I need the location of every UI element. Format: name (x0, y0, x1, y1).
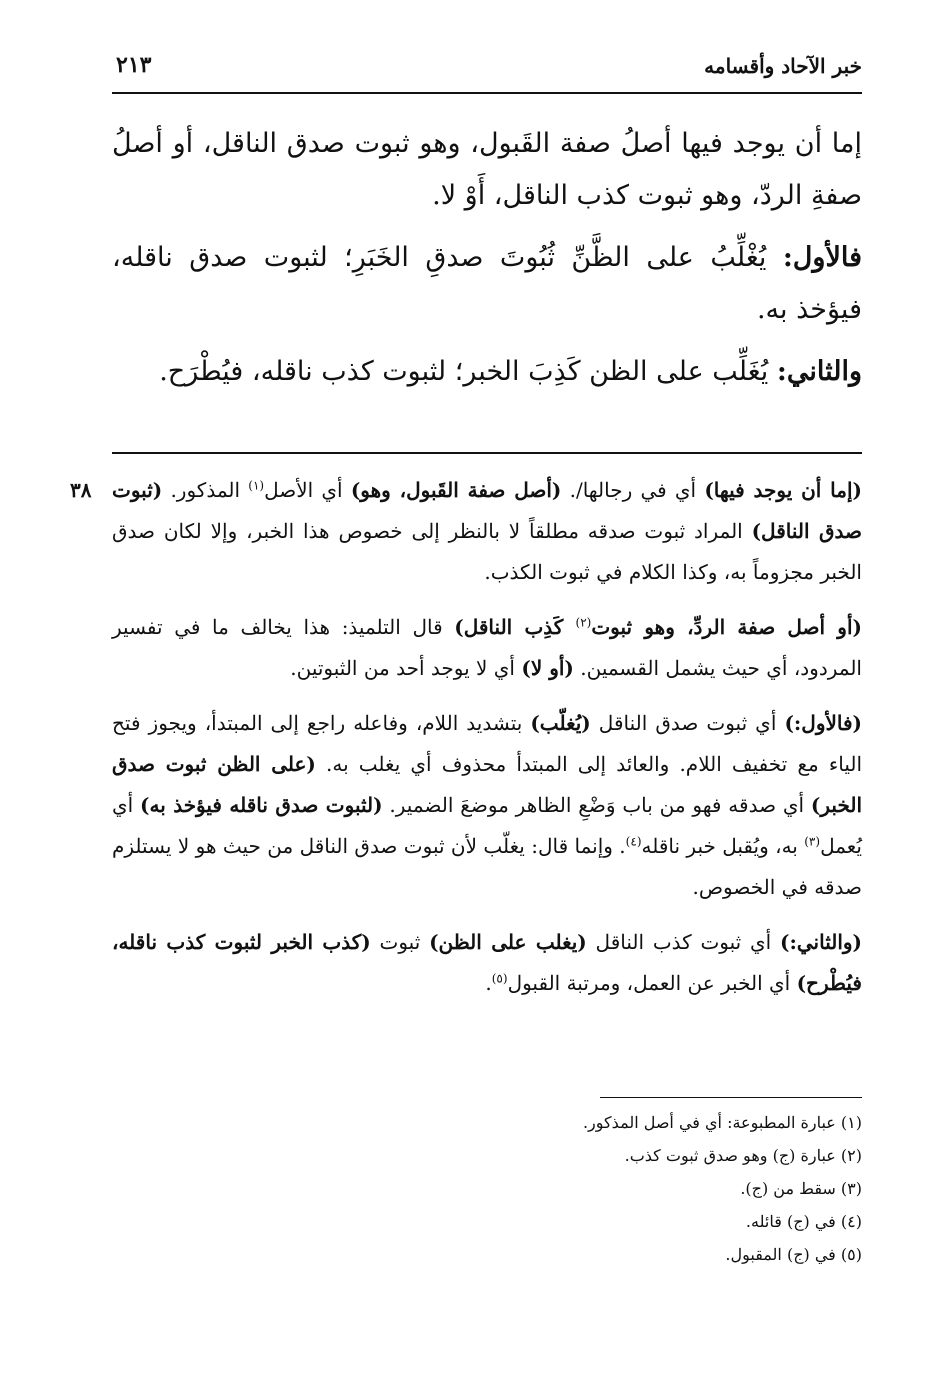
commentary-paragraph (112, 470, 862, 593)
main-p1-text: إما أن يوجد فيها أصلُ صفة القَبول، وهو ثبوت صدق الناقل، أو أصلُ صفةِ الردّ، وهو ثبوت كذب الناقل، أَوْ لا. (112, 128, 862, 211)
commentary-run: المراد ثبوت صدقه مطلقاً لا بالنظر إلى خصوص هذا الخبر، وإلا لكان صدق الخبر مجزوماً به، وكذا الكلام في ثبوت الكذب. (112, 519, 862, 584)
manuscript-folio-marker: ٣٨ (70, 478, 92, 502)
footnote-ref: (٣) (804, 834, 821, 849)
commentary-run: أي صدقه فهو من باب وَضْعِ الظاهر موضعَ الضمير. (382, 793, 811, 817)
commentary-run: (أو لا) (521, 656, 574, 680)
footnotes (112, 1106, 862, 1271)
commentary-run: (على الظن ثبوت صدق الخبر) (112, 752, 862, 817)
running-header (112, 48, 862, 88)
footnote: (٤) في (ج) قائله. (745, 1212, 862, 1231)
footnote-ref: (١) (248, 478, 265, 493)
commentary-run: ثبوت (370, 930, 430, 954)
commentary-run: أي ثبوت صدق الناقل (590, 711, 785, 735)
main-p2-lead: فالأول: (782, 242, 862, 273)
commentary-run: أي لا يوجد أحد من الثبوتين. (290, 656, 522, 680)
footnote: (٢) عبارة (ج) وهو صدق ثبوت كذب. (624, 1146, 862, 1165)
footnote-ref: (٢) (575, 615, 592, 630)
footnote: (٥) في (ج) المقبول. (725, 1245, 862, 1264)
commentary-run: أي الأصل (264, 478, 351, 502)
commentary-paragraph (112, 703, 862, 908)
commentary-run: . وإنما قال: يغلّب لأن ثبوت صدق الناقل من حيث هو لا يستلزم صدقه في الخصوص. (112, 834, 862, 899)
commentary-run: (كذب الخبر لثبوت كذب ناقله، فيُطْرح) (112, 930, 862, 995)
commentary-run: (يُغلّب) (530, 711, 591, 735)
commentary-run: المذكور. (162, 478, 249, 502)
commentary-run: أي يُعمل (112, 793, 862, 858)
footnote-ref: (٤) (625, 834, 642, 849)
commentary-run: . (485, 971, 492, 995)
footnote-ref: (٥) (491, 971, 508, 986)
commentary-paragraph (112, 607, 862, 689)
commentary-run: (والثاني:) (780, 930, 863, 954)
commentary-run: به، ويُقبل خبر ناقله (641, 834, 805, 858)
commentary-run: (ثبوت صدق الناقل) (112, 478, 862, 543)
chapter-title: خبر الآحاد وأقسامه (704, 54, 862, 78)
commentary-run: (فالأول:) (784, 711, 862, 735)
commentary-run: (لثبوت صدق ناقله فيؤخذ به) (140, 793, 383, 817)
commentary-run: كَذِب الناقل) (454, 615, 576, 639)
commentary-run: (يغلب على الظن) (429, 930, 587, 954)
footnote: (١) عبارة المطبوعة: أي في أصل المذكور. (582, 1113, 862, 1132)
commentary-run: أي ثبوت كذب الناقل (586, 930, 781, 954)
commentary-run: (أصل صفة القَبول، وهو) (350, 478, 562, 502)
main-paragraph-1 (112, 118, 862, 222)
commentary-run: أي الخبر عن العمل، ومرتبة القبول (507, 971, 797, 995)
commentary-run: بتشديد اللام، وفاعله راجع إلى المبتدأ، ويجوز فتح الياء مع تخفيف اللام. والعائد إلى المبتدأ محذوف أي يغلب به. (112, 711, 863, 776)
commentary-run: قال التلميذ: هذا يخالف ما في تفسير المردود، أي حيث يشمل القسمين. (112, 615, 862, 680)
footnote-rule (600, 1097, 862, 1098)
commentary-run: أي في رجالها/. (561, 478, 705, 502)
main-p3-lead: والثاني: (776, 356, 862, 387)
commentary-run: (أو أصل صفة الردِّ، وهو ثبوت (591, 615, 862, 639)
main-paragraph-2 (112, 232, 862, 336)
commentary-paragraph (112, 922, 862, 1004)
main-paragraph-3 (112, 346, 862, 398)
commentary-run: (إما أن يوجد فيها) (704, 478, 862, 502)
main-p2-text: يُغْلِّبُ على الظَّنِّ ثُبُوتَ صدقِ الخَبَرِ؛ لثبوت صدق ناقله، فيؤخذ به. (112, 242, 862, 325)
main-p3-text: يُغَلِّب على الظن كَذِبَ الخبر؛ لثبوت كذب ناقله، فيُطْرَح. (159, 356, 777, 387)
header-rule (112, 92, 862, 94)
commentary (112, 470, 862, 1018)
page-number: ٢١٣ (116, 52, 152, 78)
footnote: (٣) سقط من (ج). (740, 1179, 862, 1198)
main-text (112, 118, 862, 408)
section-divider (112, 452, 862, 454)
